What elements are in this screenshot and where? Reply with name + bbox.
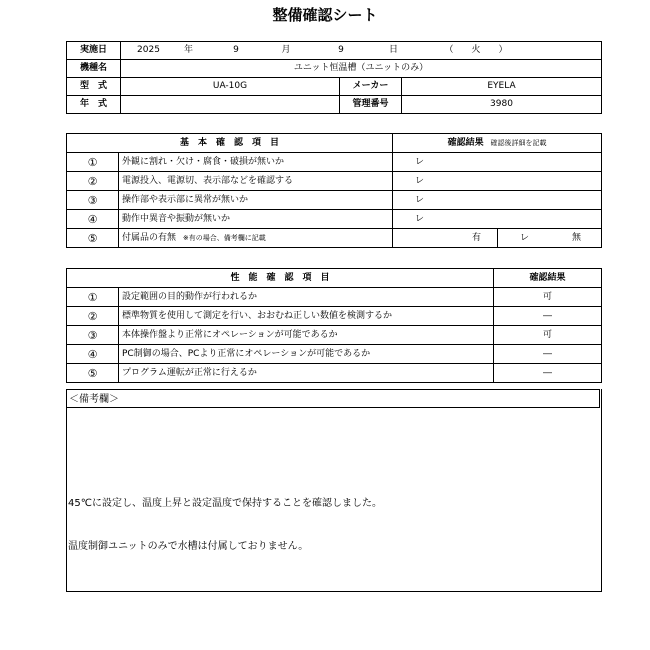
perf-row-num: ② <box>67 307 119 326</box>
basic-row-num: ④ <box>67 210 119 229</box>
perf-row-num: ⑤ <box>67 364 119 383</box>
perf-row-text: 本体操作盤より正常にオペレーションが可能であるか <box>119 326 494 345</box>
basic-row-result <box>393 210 602 229</box>
perf-row-num: ③ <box>67 326 119 345</box>
model-value: UA-10G <box>121 78 340 96</box>
device-value: ユニット恒温槽（ユニットのみ） <box>121 60 602 78</box>
check-mark: レ <box>415 213 425 224</box>
date-row <box>67 42 602 60</box>
basic-row-num: ⑤ <box>67 229 119 248</box>
date-month: 9 <box>233 45 239 55</box>
check-mark: レ <box>415 156 425 167</box>
check-mark: レ <box>415 194 425 205</box>
perf-header-row <box>67 269 602 288</box>
model-row <box>67 78 602 96</box>
perf-row-4 <box>67 345 602 364</box>
basic-row-4 <box>67 210 602 229</box>
accessory-text: 付属品の有無 <box>122 232 177 243</box>
notes-box <box>66 389 602 592</box>
basic-row-2 <box>67 172 602 191</box>
date-year: 2025 <box>137 45 160 55</box>
basic-row-text: 外観に割れ・欠け・腐食・破損が無いか <box>119 153 393 172</box>
perf-row-2 <box>67 307 602 326</box>
page-title: 整備確認シート <box>272 6 378 24</box>
basic-check-table <box>66 133 602 248</box>
basic-row-text: 電源投入、電源切、表示部などを確認する <box>119 172 393 191</box>
accessory-no: 無 <box>572 232 582 243</box>
perf-row-result: 可 <box>494 326 602 345</box>
basic-row-result <box>393 191 602 210</box>
basic-row-accessory <box>67 229 602 248</box>
note-line-1: 45℃に設定し、温度上昇と設定温度で保持することを確認しました。 <box>68 498 382 509</box>
basic-row-1 <box>67 153 602 172</box>
accessory-yes-cell <box>393 229 498 248</box>
accessory-yes: 有 <box>472 232 482 243</box>
date-month-unit: 月 <box>281 45 291 55</box>
mgmt-value: 3980 <box>402 96 602 114</box>
basic-row-3 <box>67 191 602 210</box>
date-year-unit: 年 <box>183 45 193 55</box>
perf-row-1 <box>67 288 602 307</box>
device-row <box>67 60 602 78</box>
performance-check-table <box>66 268 602 383</box>
model-label: 型 式 <box>67 78 121 96</box>
date-day-unit: 日 <box>388 45 398 55</box>
basic-header-result-cell <box>393 134 602 153</box>
perf-row-num: ④ <box>67 345 119 364</box>
notes-header: ＜備考欄＞ <box>66 389 600 408</box>
accessory-text-cell <box>119 229 393 248</box>
note-line-2: 温度制御ユニットのみで水槽は付属しておりません。 <box>68 541 309 552</box>
perf-row-text: 標準物質を使用して測定を行い、おおむね正しい数値を検測するか <box>119 307 494 326</box>
basic-row-num: ① <box>67 153 119 172</box>
perf-header-item: 性 能 確 認 項 目 <box>67 269 494 288</box>
perf-row-num: ① <box>67 288 119 307</box>
basic-row-text: 動作中異音や振動が無いか <box>119 210 393 229</box>
perf-row-3 <box>67 326 602 345</box>
info-table <box>66 41 602 114</box>
perf-row-text: 設定範囲の目的動作が行われるか <box>119 288 494 307</box>
perf-row-5 <box>67 364 602 383</box>
date-label: 実施日 <box>67 42 121 60</box>
maker-value: EYELA <box>402 78 602 96</box>
basic-row-text: 操作部や表示部に異常が無いか <box>119 191 393 210</box>
perf-row-result: ― <box>494 364 602 383</box>
perf-row-result: ― <box>494 307 602 326</box>
device-label: 機種名 <box>67 60 121 78</box>
year-label: 年 式 <box>67 96 121 114</box>
perf-row-result: 可 <box>494 288 602 307</box>
basic-row-result <box>393 172 602 191</box>
basic-row-result <box>393 153 602 172</box>
basic-header-result: 確認結果 <box>447 137 484 148</box>
perf-header-result: 確認結果 <box>494 269 602 288</box>
perf-row-text: PC制御の場合、PCより正常にオペレーションが可能であるか <box>119 345 494 364</box>
year-value <box>121 96 340 114</box>
check-mark: レ <box>415 175 425 186</box>
perf-row-text: プログラム運転が正常に行えるか <box>119 364 494 383</box>
year-row <box>67 96 602 114</box>
basic-row-num: ③ <box>67 191 119 210</box>
date-day: 9 <box>338 45 344 55</box>
accessory-no-cell <box>498 229 602 248</box>
mgmt-label: 管理番号 <box>340 96 402 114</box>
maker-label: メーカー <box>340 78 402 96</box>
perf-row-result: ― <box>494 345 602 364</box>
date-value <box>121 42 602 60</box>
date-weekday: （ 火 ） <box>444 45 508 55</box>
accessory-note: ※有の場合、備考欄に記載 <box>182 233 266 242</box>
basic-header-result-note: 確認後詳細を記載 <box>490 138 547 147</box>
basic-header-item: 基 本 確 認 項 目 <box>67 134 393 153</box>
basic-header-row <box>67 134 602 153</box>
basic-row-num: ② <box>67 172 119 191</box>
accessory-mark: レ <box>520 232 530 243</box>
